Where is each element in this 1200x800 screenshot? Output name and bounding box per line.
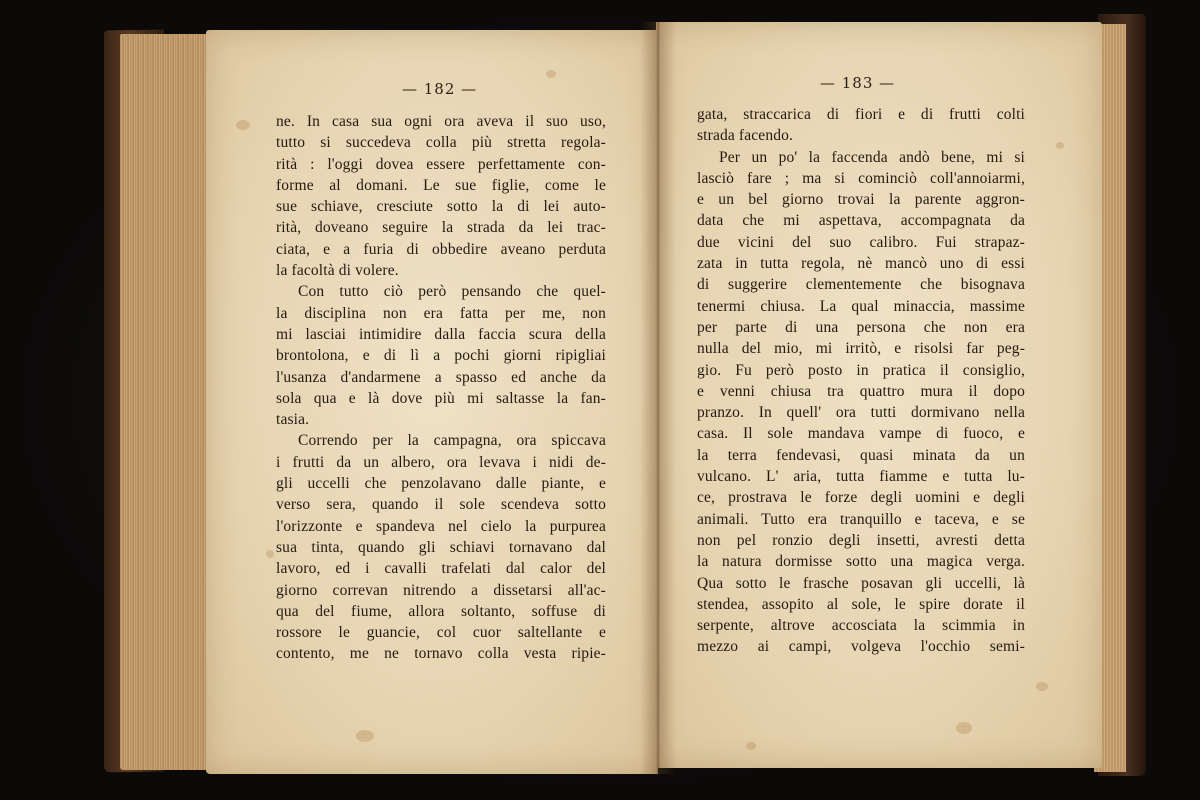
text-line: la terra fendevasi, quasi minata da un xyxy=(697,446,1025,464)
text-line: la facoltà di volere. xyxy=(276,262,399,280)
text-line: nulla del mio, mi irritò, e risolsi far peg- xyxy=(697,340,1025,358)
text-line: giorno correvan nitrendo a dissetarsi all'ac- xyxy=(276,581,606,599)
watermark xyxy=(612,428,702,508)
right-page-text xyxy=(697,104,1025,658)
text-line: gata, straccarica di fiori e di frutti colti xyxy=(697,106,1025,123)
text-line: l'orizzonte e spandeva nel cielo la purpurea xyxy=(276,517,606,535)
book-gutter xyxy=(640,22,676,774)
foxing-spot xyxy=(546,70,556,78)
text-line: zata in tutta regola, nè mancò uno di essi xyxy=(697,255,1025,273)
text-line: gli uccelli che penzolavano dalle piante, e xyxy=(276,475,606,493)
text-line: di suggerire clementemente che bisognava xyxy=(697,276,1025,294)
text-line: lasciò fare ; ma si cominciò coll'annoiarmi, xyxy=(697,169,1025,187)
text-line: stendea, assopito al sole, le spire dorate il xyxy=(697,595,1025,613)
foxing-spot xyxy=(236,120,250,130)
text-line: sua tinta, quando gli schiavi tornavano dal xyxy=(276,538,606,556)
foxing-spot xyxy=(956,722,972,734)
text-line: strada facendo. xyxy=(697,127,794,145)
text-line: per parte di una persona che non era xyxy=(697,318,1025,336)
text-line: data che mi aspettava, accompagnata da xyxy=(697,212,1025,230)
text-line: mezzo ai campi, volgeva l'occhio semi- xyxy=(697,638,1025,656)
text-line: tasia. xyxy=(276,411,310,429)
text-line: qua del fiume, allora soltanto, soffuse di xyxy=(276,602,606,620)
text-line: la disciplina non era fatta per me, non xyxy=(276,304,606,322)
text-line: non pel ronzio degli insetti, avresti detta xyxy=(697,531,1025,549)
text-line: i frutti da un albero, ora levava i nidi de- xyxy=(276,453,606,471)
left-page-number: — 182 — xyxy=(402,80,478,98)
text-line: serpente, altrove accosciata la scimmia in xyxy=(697,617,1025,635)
left-page-text xyxy=(276,111,606,665)
text-line: Per un po' la faccenda andò bene, mi si xyxy=(719,148,1025,166)
right-page-number: — 183 — xyxy=(820,74,896,92)
text-line: contento, me ne tornavo colla vesta ripie- xyxy=(276,645,606,663)
text-line: ce, prostrava le forze degli uomini e degli xyxy=(697,489,1025,507)
text-line: ciata, e a furia di obbedire aveano perduta xyxy=(276,240,606,258)
text-line: Qua sotto le frasche posavan gli uccelli, là xyxy=(697,574,1025,592)
text-line: Correndo per la campagna, ora spiccava xyxy=(298,432,606,450)
foxing-spot xyxy=(746,742,756,750)
text-line: gio. Fu però posto in pratica il consiglio, xyxy=(697,361,1025,379)
foxing-spot xyxy=(356,730,374,742)
text-line: lavoro, ed i cavalli trafelati dal calor del xyxy=(276,560,606,578)
text-line: Con tutto ciò però pensando che quel- xyxy=(298,283,606,301)
text-line: ne. In casa sua ogni ora aveva il suo uso, xyxy=(276,113,606,130)
foxing-spot xyxy=(1056,142,1064,149)
foxing-spot xyxy=(266,550,274,558)
text-line: l'usanza d'andarmene a spasso ed anche da xyxy=(276,368,606,386)
text-line: sue schiave, cresciute sotto la di lei auto- xyxy=(276,198,606,216)
text-line: e venni chiusa tra quattro mura il dopo xyxy=(697,382,1025,400)
text-line: e un bel giorno trovai la parente aggron- xyxy=(697,191,1025,209)
text-line: vulcano. L' aria, tutta fiamme e tutta lu- xyxy=(697,468,1025,486)
text-line: due vicini del suo calibro. Fui strapaz- xyxy=(697,233,1025,251)
text-line: tutto si succedeva colla più stretta regola- xyxy=(276,134,606,152)
foxing-spot xyxy=(1036,682,1048,691)
text-line: rossore le guancie, col cuor saltellante e xyxy=(276,624,606,642)
text-line: la natura dormisse sotto una magica verga. xyxy=(697,553,1025,571)
text-line: rità, doveano seguire la strada da lei trac- xyxy=(276,219,606,237)
text-line: animali. Tutto era tranquillo e taceva, e se xyxy=(697,510,1025,528)
text-line: sola qua e là dove più mi saltasse la fan- xyxy=(276,389,606,407)
page-edges-left xyxy=(120,34,216,770)
text-line: pranzo. In quell' ora tutti dormivano nella xyxy=(697,404,1025,422)
text-line: casa. Il sole mandava vampe di fuoco, e xyxy=(697,425,1025,443)
text-line: rità : l'oggi dovea essere perfettamente con- xyxy=(276,155,606,173)
text-line: brontolona, e di lì a pochi giorni ripigliai xyxy=(276,347,606,365)
text-line: verso sera, quando il sole scendeva sotto xyxy=(276,496,606,514)
text-line: mi lasciai intimidire dalla faccia scura della xyxy=(276,325,606,343)
text-line: forme al domani. Le sue figlie, come le xyxy=(276,176,606,194)
text-line: tenermi chiusa. La qual minaccia, massime xyxy=(697,297,1025,315)
